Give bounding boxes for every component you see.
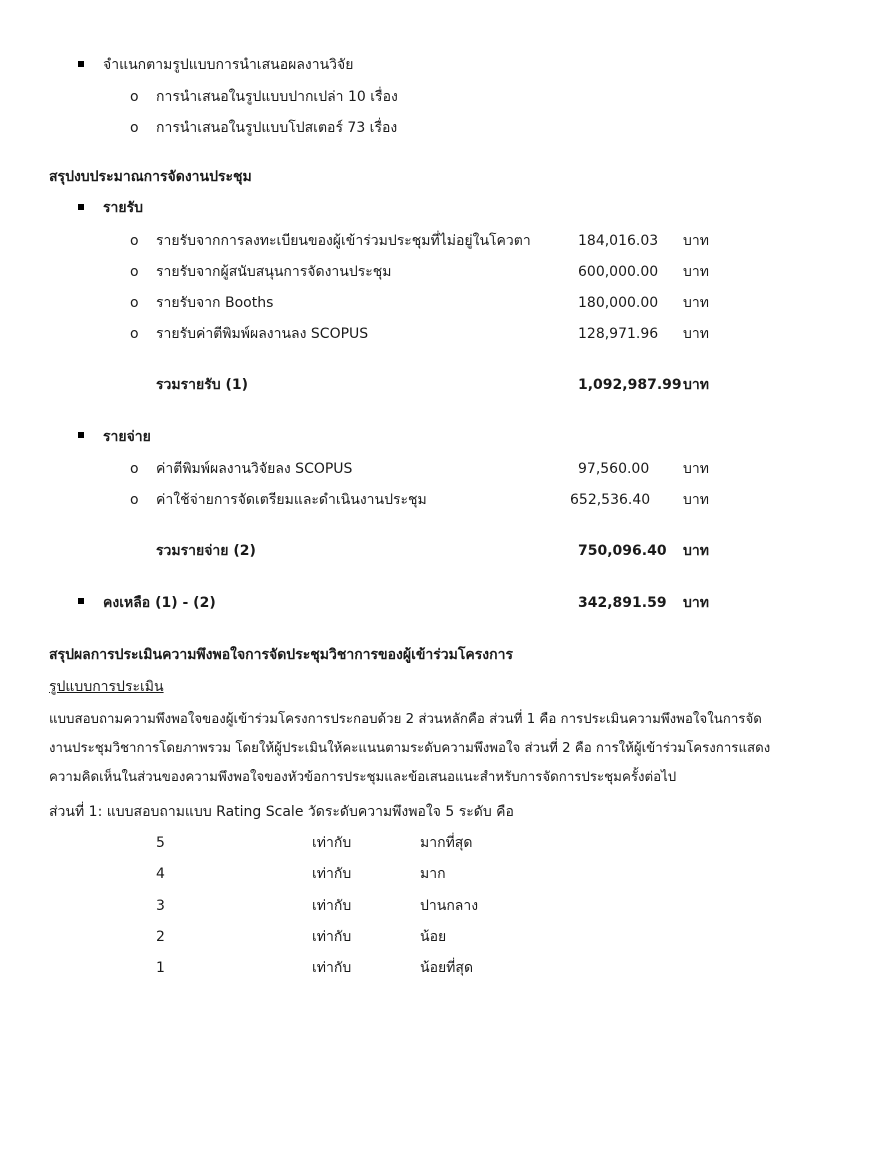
expense-item-desc: ค่าตีพิมพ์ผลงานวิจัยลง SCOPUS xyxy=(156,461,353,477)
scale-meaning: น้อย xyxy=(420,929,447,945)
unit-label: บาท xyxy=(683,492,709,508)
unit-label: บาท xyxy=(683,233,709,249)
scale-equals: เท่ากับ xyxy=(312,866,352,882)
unit-label: บาท xyxy=(683,461,709,477)
balance-label: คงเหลือ (1) - (2) xyxy=(103,595,216,611)
bullet-circle-icon: o xyxy=(130,233,139,249)
rating-scale-intro: ส่วนที่ 1: แบบสอบถามแบบ Rating Scale วัดระดับความพึงพอใจ 5 ระดับ คือ xyxy=(49,804,514,820)
scale-equals: เท่ากับ xyxy=(312,898,352,914)
expense-item-amount: 97,560.00 xyxy=(578,461,650,477)
evaluation-paragraph-line: แบบสอบถามความพึงพอใจของผู้เข้าร่วมโครงการประกอบด้วย 2 ส่วนหลักคือ ส่วนที่ 1 คือ การประเมินความพึงพอใจในการจัด xyxy=(49,712,762,727)
scale-equals: เท่ากับ xyxy=(312,835,352,851)
evaluation-subtitle: รูปแบบการประเมิน xyxy=(49,679,164,695)
expense-total-amount: 750,096.40 xyxy=(578,543,667,559)
bullet-circle-icon: o xyxy=(130,326,139,342)
presentation-heading: จำแนกตามรูปแบบการนำเสนอผลงานวิจัย xyxy=(103,57,354,73)
expense-item-desc: ค่าใช้จ่ายการจัดเตรียมและดำเนินงานประชุม xyxy=(156,492,427,508)
unit-label: บาท xyxy=(683,595,709,611)
evaluation-paragraph-line: ความคิดเห็นในส่วนของความพึงพอใจของหัวข้อการประชุมและข้อเสนอแนะสำหรับการจัดการประชุมครั้งต่อไป xyxy=(49,770,677,785)
bullet-circle-icon: o xyxy=(130,89,139,105)
income-item-amount: 184,016.03 xyxy=(578,233,659,249)
bullet-circle-icon: o xyxy=(130,295,139,311)
scale-equals: เท่ากับ xyxy=(312,960,352,976)
bullet-square-icon xyxy=(78,432,84,438)
income-total-label: รวมรายรับ (1) xyxy=(156,377,249,393)
income-item-amount: 180,000.00 xyxy=(578,295,659,311)
income-item-desc: รายรับจากการลงทะเบียนของผู้เข้าร่วมประชุมที่ไม่อยู่ในโควตา xyxy=(156,233,531,249)
presentation-item: การนำเสนอในรูปแบบโปสเตอร์ 73 เรื่อง xyxy=(156,120,398,136)
scale-score: 3 xyxy=(156,898,165,914)
unit-label: บาท xyxy=(683,264,709,280)
evaluation-paragraph-line: งานประชุมวิชาการโดยภาพรวม โดยให้ผู้ประเมินให้คะแนนตามระดับความพึงพอใจ ส่วนที่ 2 คือ การให้ผู้เข้าร่วมโครงการแสดง xyxy=(49,741,771,756)
scale-meaning: ปานกลาง xyxy=(420,898,479,914)
unit-label: บาท xyxy=(683,295,709,311)
expense-total-label: รวมรายจ่าย (2) xyxy=(156,543,256,559)
scale-meaning: น้อยที่สุด xyxy=(420,960,474,976)
income-item-desc: รายรับจากผู้สนับสนุนการจัดงานประชุม xyxy=(156,264,392,280)
income-item-desc: รายรับค่าตีพิมพ์ผลงานลง SCOPUS xyxy=(156,326,369,342)
bullet-circle-icon: o xyxy=(130,264,139,280)
income-item-amount: 128,971.96 xyxy=(578,326,659,342)
budget-title: สรุปงบประมาณการจัดงานประชุม xyxy=(49,169,252,185)
unit-label: บาท xyxy=(683,543,709,559)
bullet-circle-icon: o xyxy=(130,492,139,508)
income-item-amount: 600,000.00 xyxy=(578,264,659,280)
bullet-square-icon xyxy=(78,61,84,67)
income-label: รายรับ xyxy=(103,200,143,216)
unit-label: บาท xyxy=(683,377,709,393)
expense-label: รายจ่าย xyxy=(103,429,151,445)
scale-score: 2 xyxy=(156,929,165,945)
scale-score: 4 xyxy=(156,866,165,882)
scale-meaning: มาก xyxy=(420,866,446,882)
balance-amount: 342,891.59 xyxy=(578,595,667,611)
presentation-item: การนำเสนอในรูปแบบปากเปล่า 10 เรื่อง xyxy=(156,89,398,105)
bullet-circle-icon: o xyxy=(130,120,139,136)
scale-equals: เท่ากับ xyxy=(312,929,352,945)
unit-label: บาท xyxy=(683,326,709,342)
income-item-desc: รายรับจาก Booths xyxy=(156,295,274,311)
bullet-square-icon xyxy=(78,598,84,604)
scale-score: 1 xyxy=(156,960,165,976)
bullet-square-icon xyxy=(78,204,84,210)
evaluation-title: สรุปผลการประเมินความพึงพอใจการจัดประชุมวิชาการของผู้เข้าร่วมโครงการ xyxy=(49,647,513,663)
bullet-circle-icon: o xyxy=(130,461,139,477)
expense-item-amount: 652,536.40 xyxy=(570,492,651,508)
income-total-amount: 1,092,987.99 xyxy=(578,377,682,393)
scale-meaning: มากที่สุด xyxy=(420,835,473,851)
scale-score: 5 xyxy=(156,835,165,851)
